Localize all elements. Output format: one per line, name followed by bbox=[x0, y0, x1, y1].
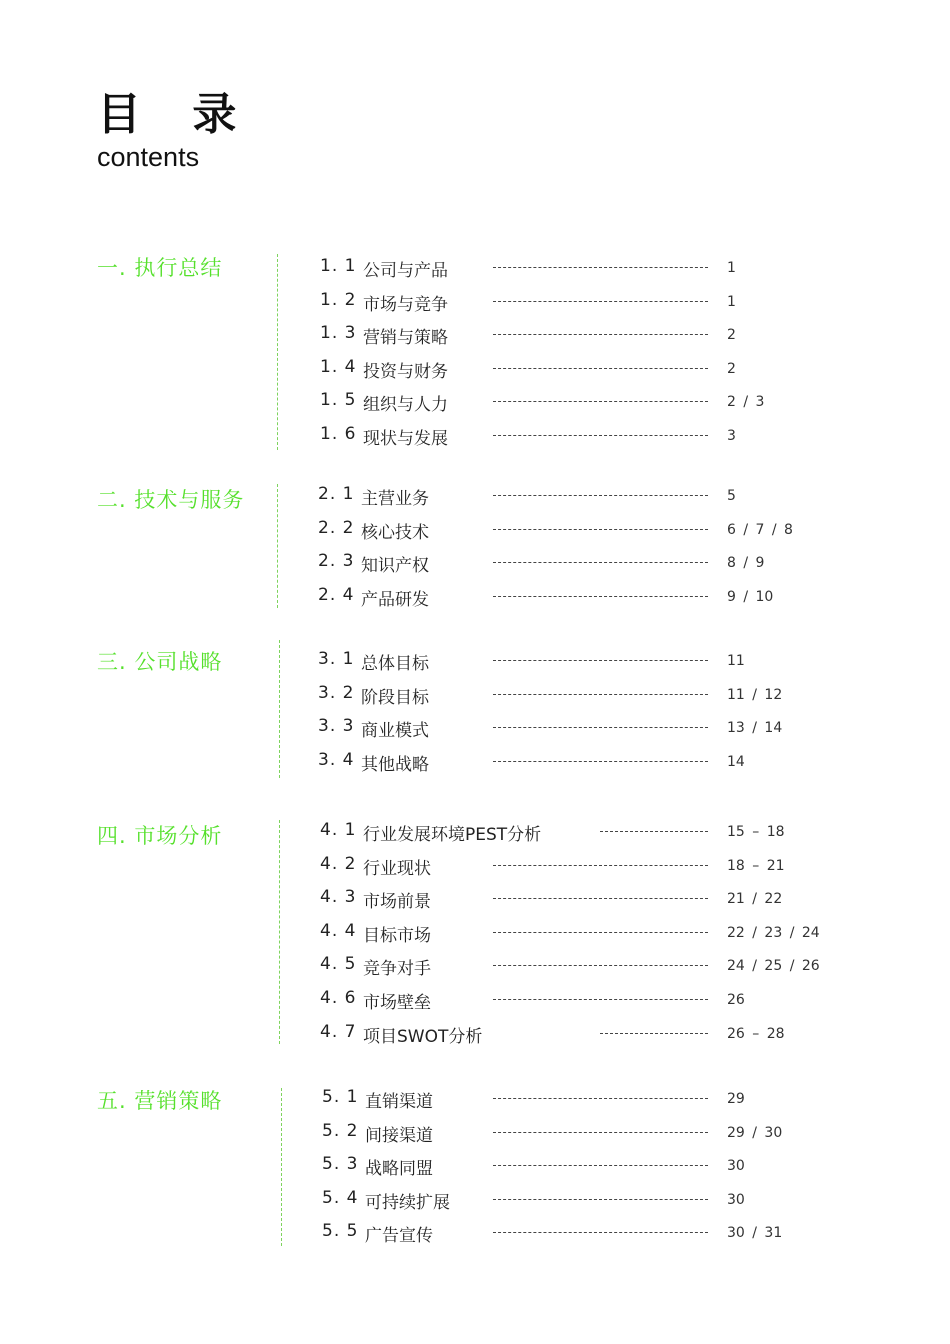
entry-number: 1. 5 bbox=[320, 390, 357, 411]
entry-page-number: 15 – 18 bbox=[727, 824, 785, 840]
entry-label: 项目SWOT分析 bbox=[363, 1026, 483, 1047]
entry-page-number: 2 / 3 bbox=[727, 394, 765, 411]
entry-label: 阶段目标 bbox=[361, 687, 429, 708]
entry-label: 商业模式 bbox=[361, 721, 429, 742]
toc-entry[interactable] bbox=[0, 390, 950, 416]
section-title: 四. 市场分析 bbox=[97, 824, 223, 848]
entry-label: 行业发展环境PEST分析 bbox=[363, 825, 542, 845]
dotted-leader bbox=[493, 965, 708, 966]
entry-label: 其他战略 bbox=[361, 754, 429, 775]
entry-number: 4. 7 bbox=[320, 1021, 357, 1042]
entry-page-number: 13 / 14 bbox=[727, 720, 783, 737]
toc-entry[interactable] bbox=[0, 988, 950, 1014]
entry-label: 产品研发 bbox=[361, 589, 429, 610]
entry-page-number: 26 bbox=[727, 992, 745, 1008]
dotted-leader bbox=[493, 267, 708, 268]
entry-page-number: 22 / 23 / 24 bbox=[727, 924, 820, 941]
toc-entry[interactable] bbox=[0, 649, 950, 675]
entry-number: 5. 4 bbox=[322, 1187, 359, 1208]
entry-page-number: 18 – 21 bbox=[727, 857, 785, 874]
toc-entry[interactable] bbox=[0, 683, 950, 709]
entry-number: 1. 3 bbox=[320, 323, 357, 344]
entry-label: 广告宣传 bbox=[365, 1226, 433, 1247]
toc-entry[interactable] bbox=[0, 750, 950, 776]
toc-entry[interactable] bbox=[0, 323, 950, 349]
entry-page-number: 14 bbox=[727, 753, 745, 770]
toc-entry[interactable] bbox=[0, 551, 950, 577]
dotted-leader bbox=[493, 660, 708, 661]
dotted-leader bbox=[493, 401, 708, 402]
toc-entry[interactable] bbox=[0, 256, 950, 282]
section-title: 一. 执行总结 bbox=[97, 256, 223, 280]
entry-number: 5. 3 bbox=[322, 1154, 359, 1175]
dotted-leader bbox=[493, 898, 708, 899]
toc-entry[interactable] bbox=[0, 1221, 950, 1247]
toc-entry[interactable] bbox=[0, 887, 950, 913]
entry-number: 4. 2 bbox=[320, 853, 357, 874]
toc-entry[interactable] bbox=[0, 424, 950, 450]
entry-label: 总体目标 bbox=[361, 654, 429, 674]
entry-number: 2. 3 bbox=[318, 551, 355, 572]
entry-label: 投资与财务 bbox=[363, 361, 448, 382]
toc-entry[interactable] bbox=[0, 921, 950, 947]
entry-label: 市场前景 bbox=[363, 892, 431, 913]
toc-entry[interactable] bbox=[0, 518, 950, 544]
dotted-leader bbox=[493, 865, 708, 866]
entry-label: 营销与策略 bbox=[363, 328, 448, 349]
entry-label: 可持续扩展 bbox=[365, 1192, 450, 1213]
section-title: 二. 技术与服务 bbox=[97, 488, 245, 512]
toc-entry[interactable] bbox=[0, 1154, 950, 1180]
entry-number: 4. 3 bbox=[320, 887, 357, 908]
dotted-leader bbox=[493, 596, 708, 597]
toc-entry[interactable] bbox=[0, 585, 950, 611]
dotted-leader bbox=[493, 368, 708, 369]
entry-number: 4. 5 bbox=[320, 954, 357, 975]
entry-label: 市场与竞争 bbox=[363, 294, 448, 315]
toc-entry[interactable] bbox=[0, 1022, 950, 1048]
dotted-leader bbox=[600, 831, 708, 832]
entry-number: 1. 1 bbox=[320, 256, 357, 276]
entry-label: 主营业务 bbox=[361, 489, 429, 509]
entry-label: 知识产权 bbox=[361, 556, 429, 577]
entry-number: 3. 4 bbox=[318, 749, 355, 770]
entry-label: 行业现状 bbox=[363, 858, 431, 879]
toc-header bbox=[97, 88, 254, 172]
entry-number: 2. 4 bbox=[318, 584, 355, 605]
section-title: 三. 公司战略 bbox=[97, 650, 223, 674]
dotted-leader bbox=[493, 1165, 708, 1166]
entry-page-number: 1 bbox=[727, 293, 736, 310]
entry-number: 2. 1 bbox=[318, 484, 355, 504]
entry-page-number: 29 bbox=[727, 1091, 745, 1107]
entry-label: 目标市场 bbox=[363, 925, 431, 946]
dotted-leader bbox=[600, 1033, 708, 1034]
toc-entry[interactable] bbox=[0, 484, 950, 510]
entry-page-number: 11 bbox=[727, 653, 745, 669]
dotted-leader bbox=[493, 999, 708, 1000]
dotted-leader bbox=[493, 761, 708, 762]
dotted-leader bbox=[493, 301, 708, 302]
entry-page-number: 9 / 10 bbox=[727, 588, 774, 605]
dotted-leader bbox=[493, 727, 708, 728]
dotted-leader bbox=[493, 694, 708, 695]
toc-entry[interactable] bbox=[0, 1121, 950, 1147]
page-subtitle: contents bbox=[97, 142, 200, 172]
entry-page-number: 3 bbox=[727, 428, 736, 444]
entry-number: 3. 3 bbox=[318, 716, 355, 737]
entry-page-number: 24 / 25 / 26 bbox=[727, 958, 820, 975]
dotted-leader bbox=[493, 495, 708, 496]
dotted-leader bbox=[493, 529, 708, 530]
toc-entry[interactable] bbox=[0, 290, 950, 316]
entry-number: 4. 4 bbox=[320, 920, 357, 941]
entry-page-number: 21 / 22 bbox=[727, 891, 783, 908]
toc-entry[interactable] bbox=[0, 1188, 950, 1214]
entry-label: 核心技术 bbox=[361, 522, 429, 543]
toc-entry[interactable] bbox=[0, 716, 950, 742]
entry-label: 竞争对手 bbox=[363, 959, 431, 980]
entry-number: 3. 1 bbox=[318, 649, 355, 669]
dotted-leader bbox=[493, 1098, 708, 1099]
toc-entry[interactable] bbox=[0, 820, 950, 846]
entry-number: 1. 4 bbox=[320, 356, 357, 377]
entry-number: 3. 2 bbox=[318, 682, 355, 703]
section-title: 五. 营销策略 bbox=[97, 1089, 223, 1113]
entry-page-number: 11 / 12 bbox=[727, 686, 783, 703]
entry-label: 市场壁垒 bbox=[363, 993, 431, 1013]
section-divider bbox=[277, 254, 278, 450]
entry-page-number: 30 bbox=[727, 1191, 745, 1208]
dotted-leader bbox=[493, 932, 708, 933]
entry-label: 公司与产品 bbox=[363, 261, 448, 281]
entry-label: 现状与发展 bbox=[363, 429, 448, 449]
toc-entry[interactable] bbox=[0, 954, 950, 980]
entry-page-number: 26 – 28 bbox=[727, 1025, 785, 1042]
page-title: 目 录 bbox=[97, 89, 255, 140]
toc-entry[interactable] bbox=[0, 854, 950, 880]
dotted-leader bbox=[493, 435, 708, 436]
entry-number: 5. 5 bbox=[322, 1221, 359, 1242]
entry-number: 1. 6 bbox=[320, 424, 357, 444]
dotted-leader bbox=[493, 1132, 708, 1133]
entry-number: 5. 1 bbox=[322, 1087, 359, 1107]
dotted-leader bbox=[493, 1232, 708, 1233]
entry-page-number: 5 bbox=[727, 488, 736, 504]
entry-page-number: 1 bbox=[727, 260, 736, 276]
entry-page-number: 6 / 7 / 8 bbox=[727, 521, 793, 538]
entry-page-number: 30 / 31 bbox=[727, 1225, 783, 1242]
entry-label: 组织与人力 bbox=[363, 395, 448, 416]
entry-page-number: 29 / 30 bbox=[727, 1124, 783, 1141]
entry-page-number: 2 bbox=[727, 360, 736, 377]
entry-label: 直销渠道 bbox=[365, 1092, 433, 1112]
entry-number: 2. 2 bbox=[318, 517, 355, 538]
entry-number: 5. 2 bbox=[322, 1120, 359, 1141]
entry-number: 4. 6 bbox=[320, 988, 357, 1008]
entry-label: 间接渠道 bbox=[365, 1125, 433, 1146]
dotted-leader bbox=[493, 1199, 708, 1200]
entry-page-number: 8 / 9 bbox=[727, 555, 765, 572]
entry-page-number: 30 bbox=[727, 1158, 745, 1175]
entry-number: 4. 1 bbox=[320, 820, 357, 840]
entry-label: 战略同盟 bbox=[365, 1159, 433, 1180]
dotted-leader bbox=[493, 334, 708, 335]
dotted-leader bbox=[493, 562, 708, 563]
toc-entry[interactable] bbox=[0, 357, 950, 383]
entry-page-number: 2 bbox=[727, 327, 736, 344]
toc-entry[interactable] bbox=[0, 1087, 950, 1113]
entry-number: 1. 2 bbox=[320, 289, 357, 310]
